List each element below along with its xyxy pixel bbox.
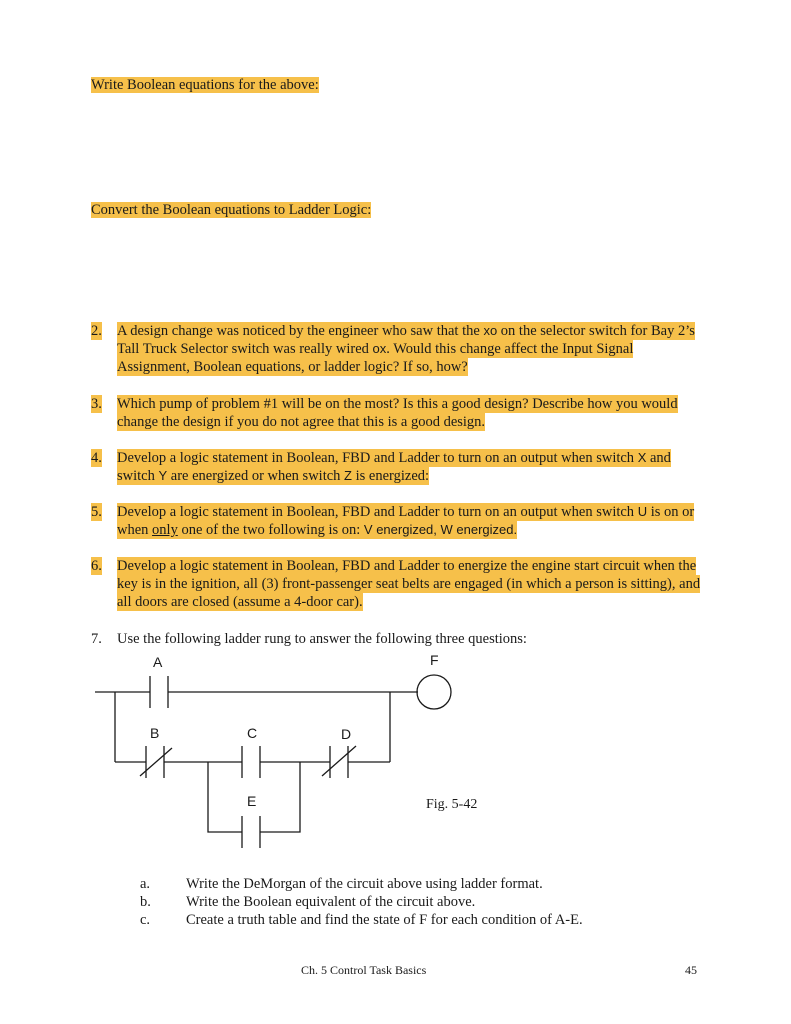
footer-page-number: 45 — [685, 963, 697, 977]
question-number: 6. — [91, 558, 102, 574]
question-2 — [91, 322, 703, 376]
question-7 — [91, 630, 703, 648]
label-b: B — [150, 725, 160, 741]
subquestion-a-letter: a. — [140, 876, 151, 892]
figure-caption: Fig. 5-42 — [426, 797, 478, 812]
ladder-rung-diagram — [90, 650, 510, 850]
prompt-ladder: Convert the Boolean equations to Ladder Logic: — [91, 202, 372, 218]
contact-c — [242, 746, 260, 778]
label-d: D — [341, 726, 352, 742]
label-c: C — [247, 725, 258, 741]
contact-e — [242, 816, 260, 848]
label-e: E — [247, 793, 257, 809]
question-text: Develop a logic statement in Boolean, FBD and Ladder to turn on an output when switch U is on or when only one of the two following is on: V energized, W energized. — [117, 504, 695, 538]
footer-chapter: Ch. 5 Control Task Basics — [301, 963, 427, 977]
question-6 — [91, 557, 703, 611]
question-number: 2. — [91, 323, 102, 339]
subquestion-b-text: Write the Boolean equivalent of the circuit above. — [186, 894, 476, 910]
question-number: 5. — [91, 504, 102, 520]
label-a: A — [153, 654, 163, 670]
subquestion-c-letter: c. — [140, 912, 151, 928]
question-text: A design change was noticed by the engineer who saw that the xo on the selector switch for Bay 2’s Tall Truck Selector switch was really wired ox. Would this change affect the Input Signal Assignment, Boolean equations, or ladder logic? If so, how? — [117, 323, 695, 375]
question-number: 3. — [91, 396, 102, 412]
subquestion-c-text: Create a truth table and find the state of F for each condition of A-E. — [186, 912, 583, 928]
question-3 — [91, 395, 703, 431]
coil-f — [417, 675, 451, 709]
label-f: F — [430, 652, 439, 668]
question-number: 7. — [91, 631, 102, 647]
subquestion-a-text: Write the DeMorgan of the circuit above using ladder format. — [186, 876, 543, 892]
question-text: Which pump of problem #1 will be on the most? Is this a good design? Describe how you would change the design if you do not agree that this is a good design. — [117, 396, 678, 430]
question-4 — [91, 449, 703, 485]
question-text: Develop a logic statement in Boolean, FBD and Ladder to energize the engine start circuit when the key is in the ignition, all (3) front-passenger seat belts are engaged (in which a person is sitting), and all doors are closed (assume a 4-door car). — [117, 558, 701, 610]
question-number: 4. — [91, 450, 102, 466]
question-5 — [91, 503, 703, 539]
prompt-boolean: Write Boolean equations for the above: — [91, 77, 319, 93]
question-text: Develop a logic statement in Boolean, FBD and Ladder to turn on an output when switch X and switch Y are energized or when switch Z is energized: — [117, 450, 671, 484]
question-text: Use the following ladder rung to answer the following three questions: — [117, 631, 527, 647]
subquestion-b-letter: b. — [140, 894, 151, 910]
contact-a — [150, 676, 168, 708]
